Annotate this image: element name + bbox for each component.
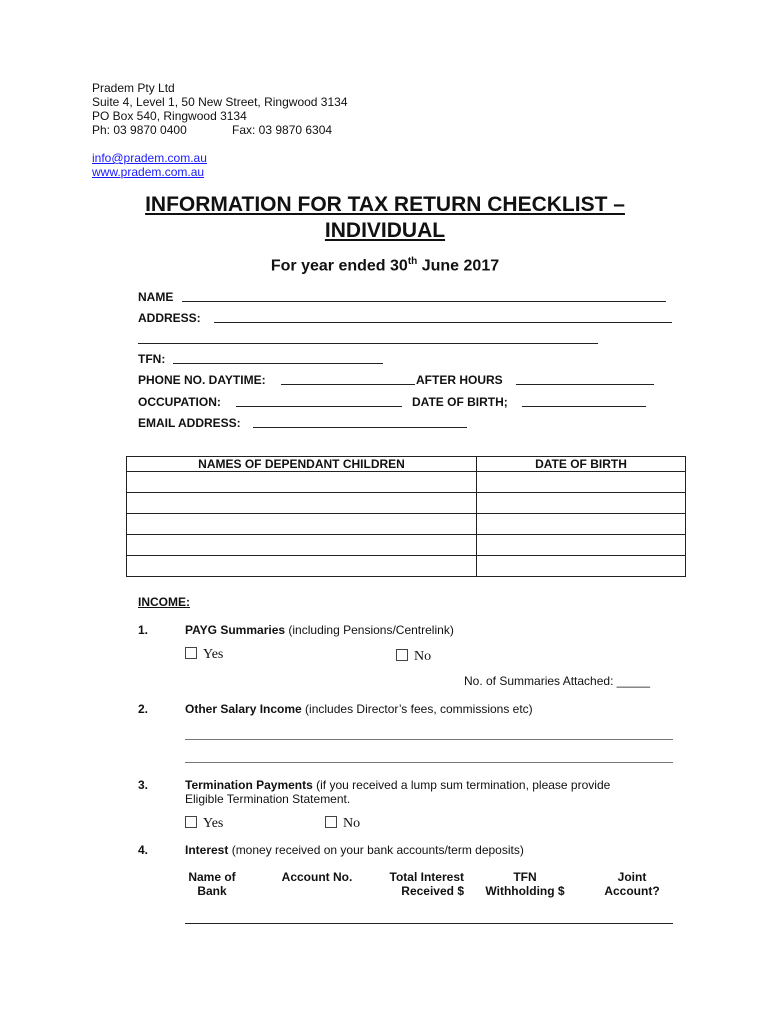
item3-no-label: No <box>343 816 361 831</box>
table-row <box>127 556 686 577</box>
company-fax: Fax: 03 9870 6304 <box>232 123 333 137</box>
col-joint-account-line2: Account? <box>604 884 660 898</box>
table-row <box>127 514 686 535</box>
col-tfn-withholding <box>470 870 580 898</box>
item1-number: 1. <box>138 623 149 637</box>
item1-yes-option[interactable] <box>185 647 223 663</box>
table-row <box>127 472 686 493</box>
summaries-attached: No. of Summaries Attached: _____ <box>464 674 651 688</box>
dependant-dob-cell[interactable] <box>477 472 686 493</box>
dependant-dob-cell[interactable] <box>477 556 686 577</box>
page-title-line1: INFORMATION FOR TAX RETURN CHECKLIST – <box>145 193 625 216</box>
item3-note-line2: Eligible Termination Statement. <box>185 792 351 806</box>
address-label: ADDRESS: <box>138 311 201 325</box>
phone-daytime-label: PHONE NO. DAYTIME: <box>138 373 266 387</box>
tfn-label: TFN: <box>138 352 166 366</box>
dependant-name-cell[interactable] <box>127 472 477 493</box>
item2-line-2[interactable] <box>185 762 673 763</box>
col-joint-account <box>596 870 668 898</box>
item3-title: Termination Payments <box>185 778 313 792</box>
subtitle-text: For year ended 30 <box>270 257 408 275</box>
name-label: NAME <box>138 290 174 304</box>
checkbox-icon[interactable] <box>185 816 197 828</box>
col-total-interest-line1: Total Interest <box>389 870 464 884</box>
after-hours-line[interactable] <box>516 384 654 385</box>
email-label: EMAIL ADDRESS: <box>138 416 241 430</box>
checkbox-icon[interactable] <box>325 816 337 828</box>
dependant-dob-header: DATE OF BIRTH <box>477 457 686 472</box>
col-joint-account-line1: Joint <box>617 870 647 884</box>
item3-no-option[interactable] <box>325 816 360 832</box>
address-line[interactable] <box>214 322 672 323</box>
col-tfn-withholding-line1: TFN <box>513 870 537 884</box>
dependant-name-cell[interactable] <box>127 556 477 577</box>
address-line-2[interactable] <box>138 343 598 344</box>
item1-no-label: No <box>414 649 432 664</box>
item3-yes-option[interactable] <box>185 816 223 832</box>
item1-text <box>185 623 454 637</box>
occupation-label: OCCUPATION: <box>138 395 221 409</box>
after-hours-label: AFTER HOURS <box>416 373 503 387</box>
company-po-box: PO Box 540, Ringwood 3134 <box>92 109 247 123</box>
item3-number: 3. <box>138 778 149 792</box>
tfn-line[interactable] <box>173 363 383 364</box>
checkbox-icon[interactable] <box>185 647 197 659</box>
item1-title: PAYG Summaries <box>185 623 286 637</box>
col-tfn-withholding-line2: Withholding $ <box>485 884 565 898</box>
company-email-link[interactable]: info@pradem.com.au <box>92 151 207 165</box>
dependant-dob-cell[interactable] <box>477 514 686 535</box>
subtitle-year: June 2017 <box>417 257 500 275</box>
col-bank-name-line1: Name of <box>188 870 236 884</box>
col-total-interest-line2: Received $ <box>401 884 464 898</box>
item2-title: Other Salary Income <box>185 702 302 716</box>
name-line[interactable] <box>182 301 666 302</box>
item4-text <box>185 843 524 857</box>
email-line[interactable] <box>253 427 467 428</box>
income-heading: INCOME: <box>138 595 190 609</box>
dob-line[interactable] <box>522 406 646 407</box>
page-subtitle <box>0 256 770 275</box>
col-account-no: Account No. <box>281 870 353 884</box>
company-name: Pradem Pty Ltd <box>92 81 175 95</box>
dob-label: DATE OF BIRTH; <box>412 395 508 409</box>
item2-note: (includes Director’s fees, commissions etc) <box>301 702 533 716</box>
company-address: Suite 4, Level 1, 50 New Street, Ringwood 3134 <box>92 95 348 109</box>
item1-note: (including Pensions/Centrelink) <box>285 623 454 637</box>
item2-number: 2. <box>138 702 149 716</box>
dependant-name-cell[interactable] <box>127 514 477 535</box>
item4-note: (money received on your bank accounts/term deposits) <box>228 843 524 857</box>
company-website-link[interactable]: www.pradem.com.au <box>92 165 205 179</box>
item1-no-option[interactable] <box>396 649 431 665</box>
subtitle-sup: th <box>407 256 418 267</box>
phone-daytime-line[interactable] <box>281 384 415 385</box>
item4-title: Interest <box>185 843 229 857</box>
col-bank-name-line2: Bank <box>197 884 227 898</box>
col-total-interest <box>364 870 464 898</box>
dependant-name-cell[interactable] <box>127 535 477 556</box>
col-bank-name <box>180 870 244 898</box>
item3-yes-label: Yes <box>203 816 224 831</box>
item3-note: (if you received a lump sum termination, please provide <box>312 778 611 792</box>
occupation-line[interactable] <box>236 406 402 407</box>
dependant-name-cell[interactable] <box>127 493 477 514</box>
item2-text <box>185 702 533 716</box>
table-row <box>127 535 686 556</box>
dependant-dob-cell[interactable] <box>477 535 686 556</box>
table-header-row <box>127 457 686 472</box>
dependants-table <box>126 456 686 577</box>
table-row <box>127 493 686 514</box>
item4-line-1[interactable] <box>185 923 673 924</box>
item3-text <box>185 778 610 792</box>
item4-number: 4. <box>138 843 149 857</box>
checkbox-icon[interactable] <box>396 649 408 661</box>
dependant-names-header: NAMES OF DEPENDANT CHILDREN <box>127 457 477 472</box>
dependant-dob-cell[interactable] <box>477 493 686 514</box>
company-phone: Ph: 03 9870 0400 <box>92 123 187 137</box>
item1-yes-label: Yes <box>203 647 224 662</box>
page-title-line2: INDIVIDUAL <box>324 219 446 242</box>
item2-line-1[interactable] <box>185 739 673 740</box>
